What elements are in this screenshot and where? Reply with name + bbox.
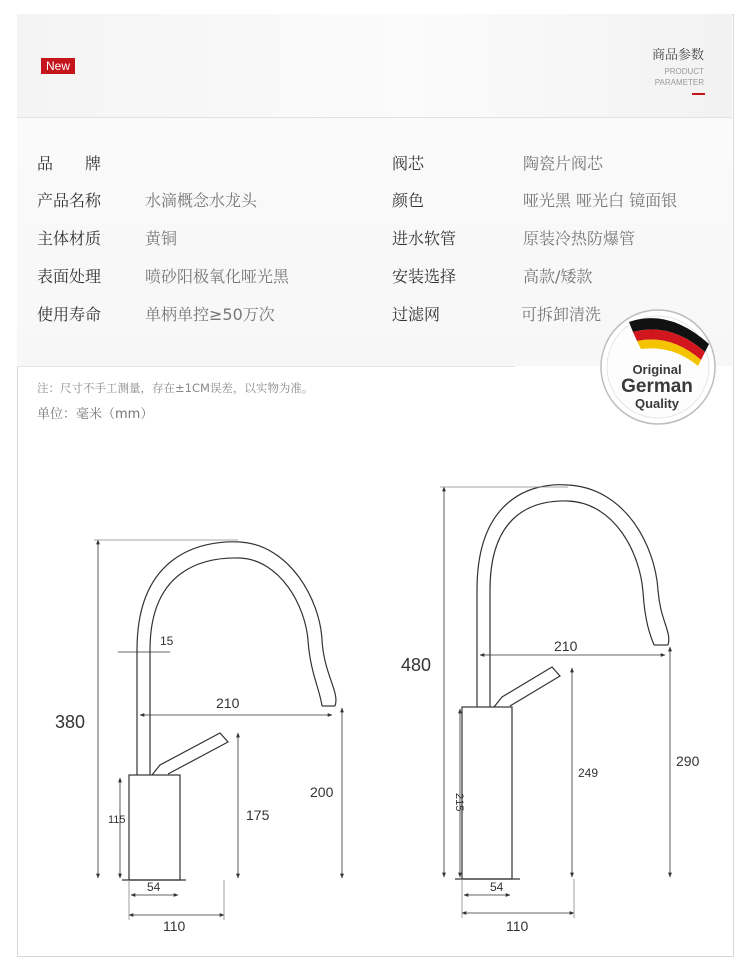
divider	[17, 366, 515, 367]
spec-label: 使用寿命	[37, 305, 102, 324]
spec-row	[37, 303, 101, 327]
spec-row	[392, 265, 456, 289]
label-base-width-short: 110	[163, 918, 186, 934]
spec-label: 产品名称	[37, 191, 102, 210]
spec-value-text: 哑光黑 哑光白 镜面银	[523, 191, 678, 210]
spec-row	[37, 152, 101, 176]
dimension-lines-tall	[440, 487, 670, 918]
label-body-width-tall: 54	[490, 880, 504, 894]
seal-text-original: Original	[632, 362, 682, 377]
spout-pipe-tall	[477, 485, 669, 707]
german-quality-seal	[599, 308, 717, 426]
label-lever-height-short: 175	[246, 807, 270, 823]
label-pipe-width: 15	[160, 634, 174, 648]
dimension-drawings	[0, 440, 750, 975]
spec-value-text: 原装冷热防爆管	[523, 229, 636, 248]
spec-row	[392, 303, 440, 327]
spec-label: 阀芯	[392, 154, 425, 173]
spec-row	[37, 189, 101, 213]
label-body-height-tall: 215	[453, 793, 465, 812]
lever-tall	[494, 667, 560, 707]
seal-text-german: German	[621, 376, 693, 397]
spec-row	[392, 152, 424, 176]
unit-note: 单位：毫米（mm）	[37, 407, 154, 422]
spec-value	[523, 265, 592, 289]
spec-value-text: 喷砂阳极氧化哑光黑	[145, 267, 290, 286]
label-base-width-tall: 110	[506, 918, 529, 934]
spec-label: 颜色	[392, 191, 425, 210]
spec-label: 过滤网	[392, 305, 441, 324]
dimension-lines-short	[94, 540, 342, 920]
label-reach-short: 210	[216, 695, 240, 711]
section-title: 商品参数	[651, 48, 704, 63]
spec-label: 表面处理	[37, 267, 102, 286]
faucet-body-short	[129, 775, 180, 880]
spec-value-text: 黄铜	[145, 229, 178, 248]
section-subtitle	[614, 66, 704, 88]
title-accent-line	[692, 93, 705, 95]
spec-value-text: 高款/矮款	[523, 267, 593, 286]
spec-value	[145, 265, 289, 289]
spec-row	[392, 227, 456, 251]
label-body-height-short: 115	[108, 814, 126, 826]
label-total-height-short: 380	[55, 712, 86, 732]
spout-pipe-short	[137, 542, 336, 775]
spec-label: 品 牌	[37, 154, 102, 173]
spec-row	[37, 265, 101, 289]
label-lever-height-tall: 249	[578, 766, 599, 780]
measurement-note: 注：尺寸不手工测量，存在±1CM误差，以实物为准。	[37, 381, 314, 395]
spec-value	[523, 152, 603, 176]
section-subtitle-line2: PARAMETER	[654, 78, 704, 87]
label-total-height-tall: 480	[401, 655, 432, 675]
dimension-labels-short	[55, 634, 334, 934]
spec-value-text: 单柄单控≥50万次	[145, 305, 275, 324]
spec-value-text: 水滴概念水龙头	[145, 191, 258, 210]
spec-value	[145, 189, 257, 213]
label-body-width-short: 54	[147, 880, 161, 894]
spec-value	[523, 189, 677, 213]
section-subtitle-line1: PRODUCT	[664, 67, 704, 76]
lever-short	[152, 733, 228, 775]
label-spout-height-tall: 290	[676, 753, 700, 769]
seal-text-quality: Quality	[634, 396, 680, 411]
spec-label: 主体材质	[37, 229, 102, 248]
spec-value	[521, 303, 601, 327]
spec-label: 进水软管	[392, 229, 457, 248]
spec-value	[145, 303, 275, 327]
spec-row	[392, 189, 424, 213]
label-reach-tall: 210	[554, 638, 578, 654]
spec-label: 安装选择	[392, 267, 457, 286]
faucet-drawing-tall	[455, 485, 669, 879]
spec-value	[523, 227, 635, 251]
label-spout-height-short: 200	[310, 784, 334, 800]
new-badge: New	[41, 58, 75, 74]
spout-pipe-inner-short	[150, 558, 322, 775]
faucet-body-tall	[462, 707, 512, 879]
spec-value-text: 可拆卸清洗	[521, 305, 602, 324]
spec-value-text: 陶瓷片阀芯	[523, 154, 604, 173]
spec-value	[145, 227, 177, 251]
spec-row	[37, 227, 101, 251]
